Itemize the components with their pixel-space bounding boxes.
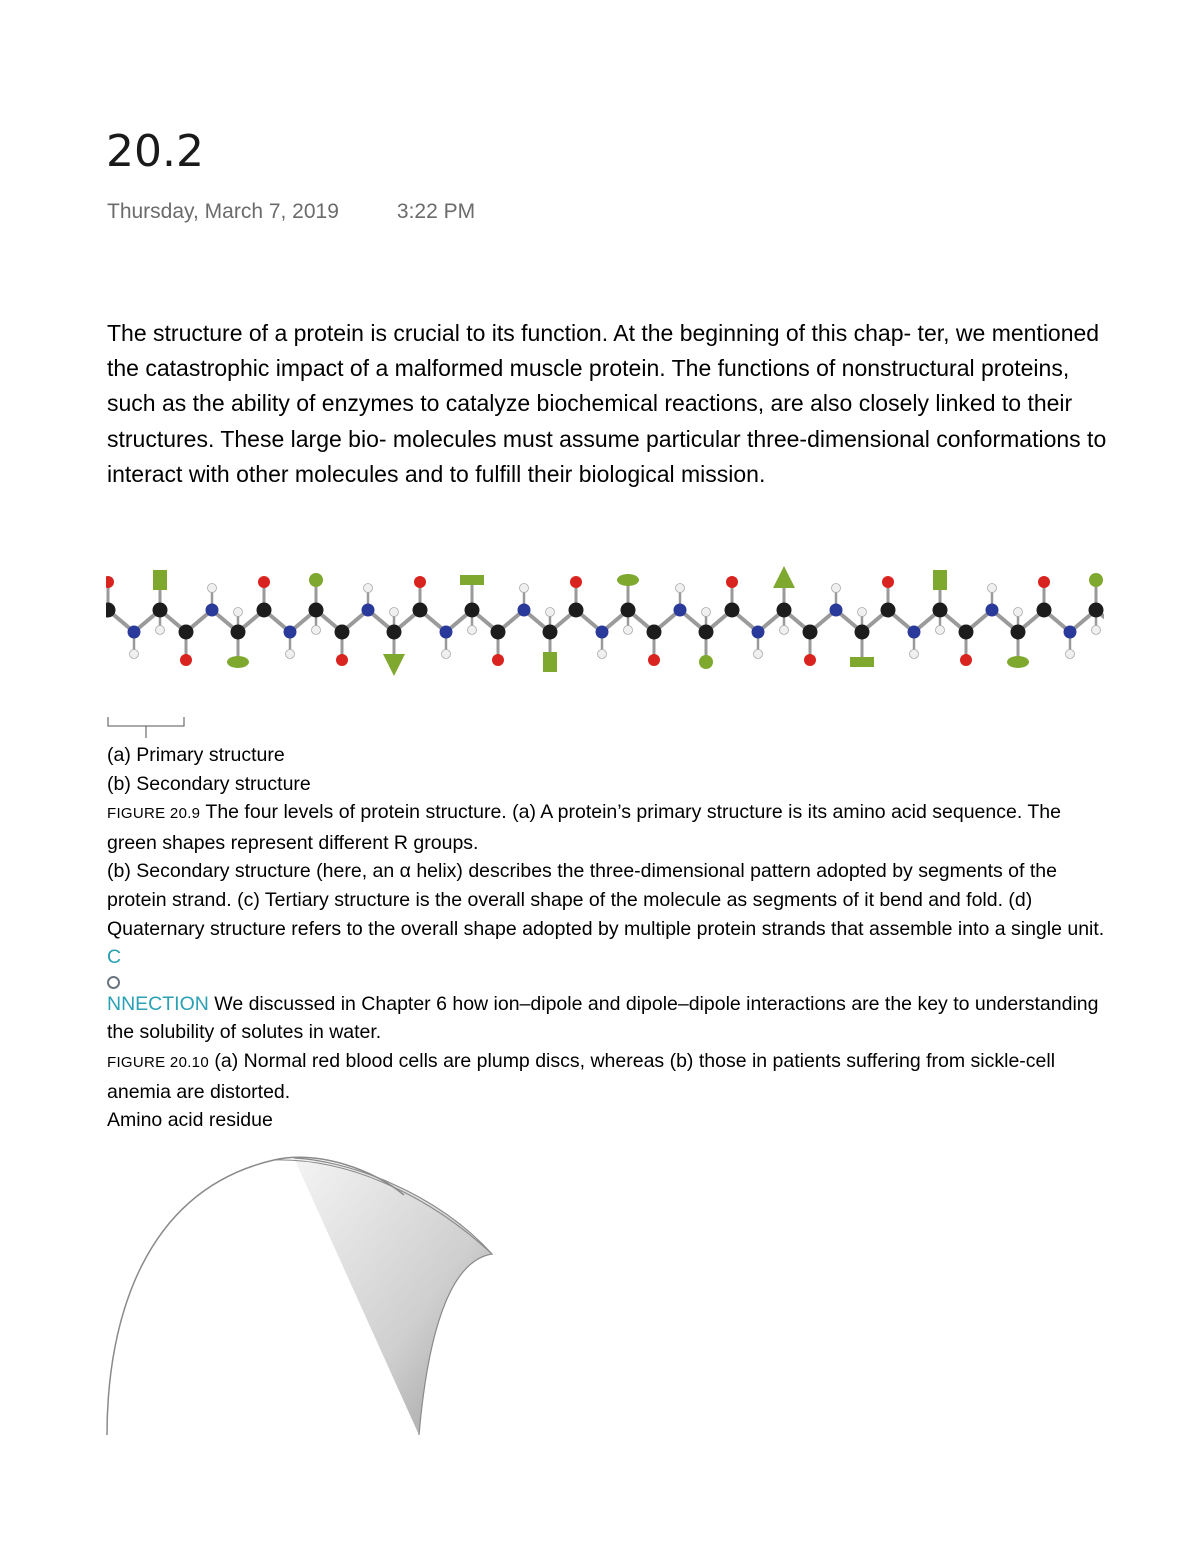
caption-figure-20-9: [107, 798, 1107, 857]
hydrogen-atom: [286, 650, 295, 659]
note-timestamp: [107, 200, 475, 224]
carbon-atom: [803, 625, 818, 640]
oxygen-atom: [960, 654, 972, 666]
oxygen-atom: [570, 576, 582, 588]
hydrogen-atom: [130, 650, 139, 659]
carbon-atom: [647, 625, 662, 640]
figure-text: (a) Normal red blood cells are plump discs, whereas (b) those in patients suffering from sickle-cell anemia are distorted.: [107, 1049, 1056, 1103]
amino-acid-chain-illustration: [106, 556, 1104, 692]
carbon-alpha-atom: [933, 603, 948, 618]
carbon-alpha-atom: [1089, 603, 1104, 618]
r-group-bar: [460, 575, 484, 585]
carbon-alpha-atom: [231, 625, 246, 640]
page-title: 20.2: [106, 126, 204, 177]
hydrogen-atom: [312, 626, 321, 635]
hydrogen-atom: [1066, 650, 1075, 659]
hydrogen-atom: [390, 608, 399, 617]
r-group-bar: [850, 657, 874, 667]
carbon-atom: [257, 603, 272, 618]
oxygen-atom: [180, 654, 192, 666]
oxygen-atom: [492, 654, 504, 666]
hydrogen-atom: [936, 626, 945, 635]
note-date: Thursday, March 7, 2019: [107, 200, 339, 223]
nitrogen-atom: [674, 604, 687, 617]
carbon-alpha-atom: [153, 603, 168, 618]
figure-label: FIGURE 20.10: [107, 1053, 209, 1071]
note-time: 3:22 PM: [396, 200, 476, 223]
caption-figure-20-10: [107, 1047, 1107, 1106]
carbon-alpha-atom: [621, 603, 636, 618]
carbon-alpha-atom: [387, 625, 402, 640]
carbon-atom: [725, 603, 740, 618]
figure-text: The four levels of protein structure. (a) A protein’s primary structure is its amino acid sequence. The green shapes represent different R groups.: [107, 801, 1061, 854]
r-group-ellipse: [227, 656, 249, 668]
hydrogen-atom: [754, 650, 763, 659]
hydrogen-atom: [988, 584, 997, 593]
nitrogen-atom: [908, 626, 921, 639]
carbon-alpha-atom: [309, 603, 324, 618]
nitrogen-atom: [596, 626, 609, 639]
carbon-alpha-atom: [699, 625, 714, 640]
nitrogen-atom: [284, 626, 297, 639]
r-group-triangle: [773, 566, 795, 588]
carbon-atom: [179, 625, 194, 640]
nitrogen-atom: [752, 626, 765, 639]
carbon-atom: [569, 603, 584, 618]
hydrogen-atom: [442, 650, 451, 659]
nitrogen-atom: [362, 604, 375, 617]
hydrogen-atom: [546, 608, 555, 617]
nitrogen-atom: [128, 626, 141, 639]
oxygen-atom: [106, 576, 114, 588]
r-group-ellipse: [1007, 656, 1029, 668]
nitrogen-atom: [440, 626, 453, 639]
carbon-alpha-atom: [777, 603, 792, 618]
carbon-atom: [413, 603, 428, 618]
figure-captions: [107, 741, 1107, 1135]
caption-figure-20-9-cont: (b) Secondary structure (here, an α helix) describes the three-dimensional pattern adopted by segments of the protein strand. (c) Tertiary structure is the overall shape of the molecule as segments of it bend and fold. (d) Quaternary structure refers to the overall shape adopted by multiple protein strands that assemble into a single unit.: [107, 860, 1105, 940]
hydrogen-atom: [234, 608, 243, 617]
hydrogen-atom: [598, 650, 607, 659]
residue-bracket-icon: [107, 714, 187, 742]
hydrogen-atom: [1092, 626, 1101, 635]
carbon-alpha-atom: [543, 625, 558, 640]
hydrogen-atom: [676, 584, 685, 593]
carbon-atom: [491, 625, 506, 640]
connection-label: NNECTION: [107, 992, 209, 1015]
connection-letter: C: [107, 946, 122, 969]
connection-note: [107, 990, 1107, 1047]
oxygen-atom: [648, 654, 660, 666]
carbon-atom: [881, 603, 896, 618]
caption-residue: Amino acid residue: [107, 1109, 273, 1132]
figure-label: FIGURE 20.9: [107, 805, 201, 823]
red-blood-cell-illustration: [104, 1150, 504, 1440]
nitrogen-atom: [830, 604, 843, 617]
hydrogen-atom: [156, 626, 165, 635]
hydrogen-atom: [832, 584, 841, 593]
nitrogen-atom: [986, 604, 999, 617]
hydrogen-atom: [468, 626, 477, 635]
nitrogen-atom: [206, 604, 219, 617]
r-group-circle: [699, 655, 713, 669]
oxygen-atom: [726, 576, 738, 588]
carbon-alpha-atom: [465, 603, 480, 618]
protein-chain-figure: [106, 556, 1104, 692]
r-group-ellipse: [617, 574, 639, 586]
oxygen-atom: [882, 576, 894, 588]
connection-text: We discussed in Chapter 6 how ion–dipole and dipole–dipole interactions are the key to understanding the solubility of solutes in water.: [107, 992, 1099, 1044]
hydrogen-atom: [624, 626, 633, 635]
r-group-triangle: [383, 654, 405, 676]
hydrogen-atom: [780, 626, 789, 635]
hydrogen-atom: [520, 584, 529, 593]
oxygen-atom: [336, 654, 348, 666]
carbon-atom: [335, 625, 350, 640]
carbon-atom: [959, 625, 974, 640]
hydrogen-atom: [208, 584, 217, 593]
carbon-alpha-atom: [1011, 625, 1026, 640]
connection-o-icon: [107, 976, 120, 989]
hydrogen-atom: [910, 650, 919, 659]
r-group-rectangle: [933, 570, 947, 590]
r-group-rectangle: [153, 570, 167, 590]
nitrogen-atom: [1064, 626, 1077, 639]
oxygen-atom: [258, 576, 270, 588]
hydrogen-atom: [702, 608, 711, 617]
oxygen-atom: [804, 654, 816, 666]
hydrogen-atom: [364, 584, 373, 593]
hydrogen-atom: [1014, 608, 1023, 617]
carbon-atom: [1037, 603, 1052, 618]
caption-primary: (a) Primary structure: [107, 744, 285, 766]
r-group-rectangle: [543, 652, 557, 672]
caption-secondary: (b) Secondary structure: [107, 772, 311, 795]
carbon-alpha-atom: [855, 625, 870, 640]
oxygen-atom: [1038, 576, 1050, 588]
oxygen-atom: [414, 576, 426, 588]
body-paragraph: The structure of a protein is crucial to its function. At the beginning of this chap- ter, we mentioned the catastrophic impact of a malformed muscle protein. The functions of nonstructural proteins, such as the ability of enzymes to catalyze biochemical reactions, are also closely linked to their structures. These large bio- molecules must assume particular three-dimensional conformations to interact with other molecules and to fulfill their biological mission.: [107, 320, 1107, 487]
r-group-circle: [1089, 573, 1103, 587]
nitrogen-atom: [518, 604, 531, 617]
r-group-circle: [309, 573, 323, 587]
hydrogen-atom: [858, 608, 867, 617]
